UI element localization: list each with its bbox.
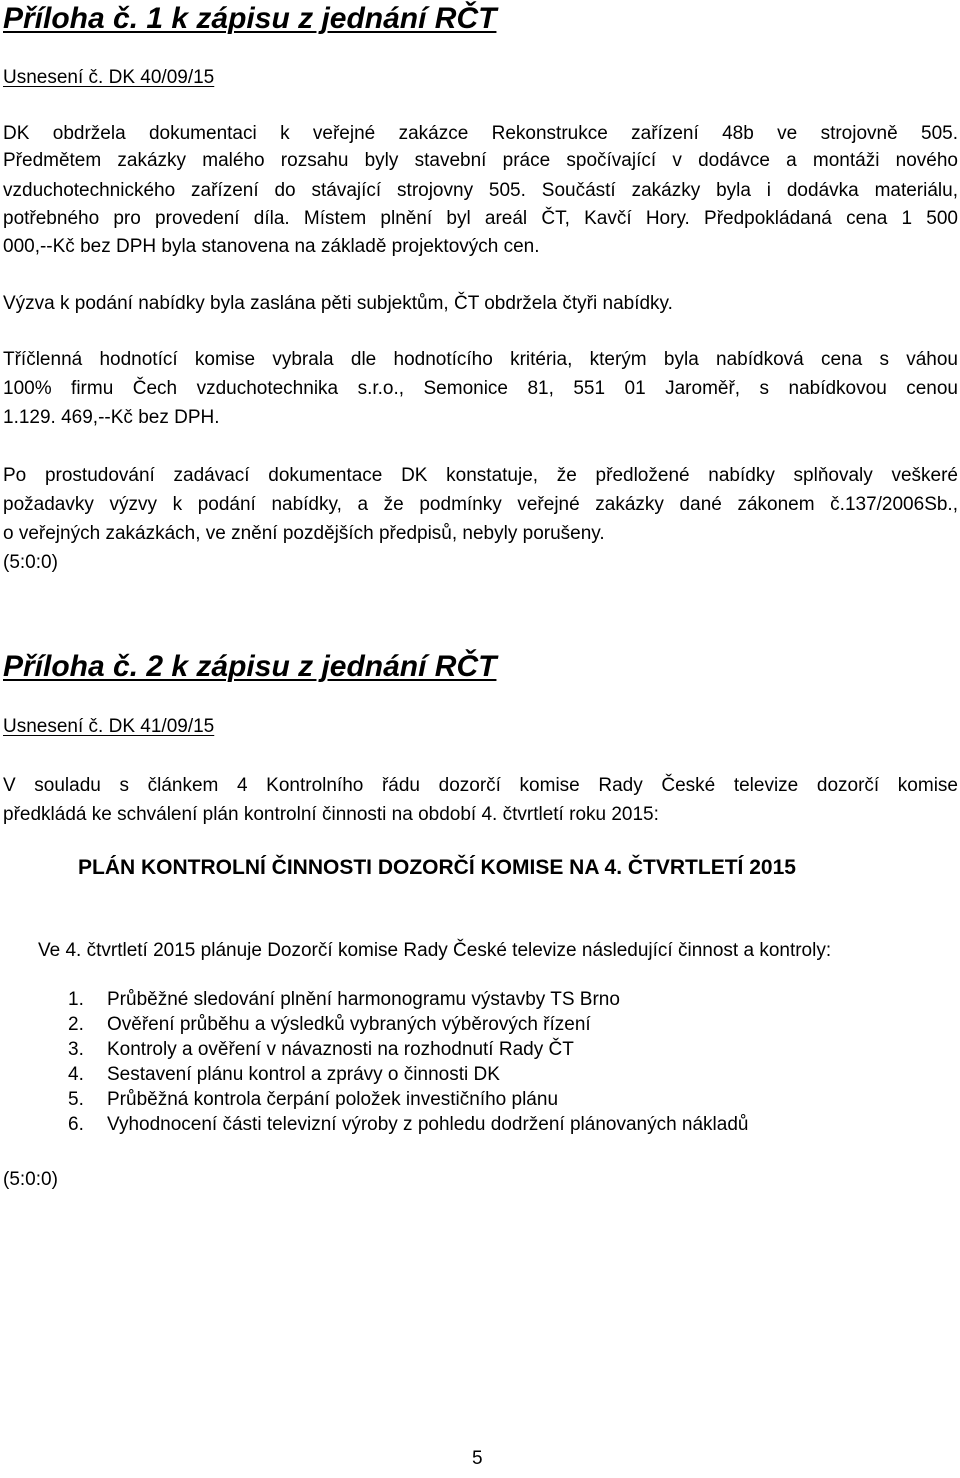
annex1-heading: Příloha č. 1 k zápisu z jednání RČT <box>3 2 497 35</box>
plan-intro: Ve 4. čtvrtletí 2015 plánuje Dozorčí komise Rady České televize následující činnost a kontroly: <box>38 940 832 961</box>
list-item <box>60 1012 748 1037</box>
annex1-paragraph3-line3: 1.129. 469,--Kč bez DPH. <box>3 407 220 428</box>
list-item-text: Kontroly a ověření v návaznosti na rozhodnutí Rady ČT <box>107 1039 574 1060</box>
annex2-vote-result: (5:0:0) <box>3 1169 58 1190</box>
annex1-paragraph3-line2: 100% firmu Čech vzduchotechnika s.r.o., Semonice 81, 551 01 Jaroměř, s nabídkovou cenou <box>3 378 958 399</box>
annex1-paragraph1-line5: 000,--Kč bez DPH byla stanovena na základě projektových cen. <box>3 236 540 257</box>
list-item <box>60 1087 748 1112</box>
list-item-text: Průběžné sledování plnění harmonogramu výstavby TS Brno <box>107 989 620 1010</box>
annex2-resolution-number: Usnesení č. DK 41/09/15 <box>3 716 215 737</box>
annex1-paragraph3-line1: Tříčlenná hodnotící komise vybrala dle hodnotícího kritéria, kterým byla nabídková cena s váhou <box>3 349 958 370</box>
annex2-paragraph1-line1: V souladu s článkem 4 Kontrolního řádu dozorčí komise Rady České televize dozorčí komise <box>3 775 958 796</box>
annex1-paragraph4-line1: Po prostudování zadávací dokumentace DK konstatuje, že předložené nabídky splňovaly veškeré <box>3 465 958 486</box>
list-item <box>60 1062 748 1087</box>
list-item <box>60 1112 748 1137</box>
list-item-number: 5. <box>68 1089 84 1110</box>
list-item-number: 2. <box>68 1014 84 1035</box>
annex2-heading: Příloha č. 2 k zápisu z jednání RČT <box>3 650 497 683</box>
annex2-paragraph1-line2: předkládá ke schválení plán kontrolní činnosti na období 4. čtvrtletí roku 2015: <box>3 804 659 825</box>
annex1-paragraph1-line4: potřebného pro provedení díla. Místem plnění byl areál ČT, Kavčí Hory. Předpokládaná cena 1 500 <box>3 208 958 229</box>
plan-title: PLÁN KONTROLNÍ ČINNOSTI DOZORČÍ KOMISE NA 4. ČTVRTLETÍ 2015 <box>78 856 796 879</box>
plan-task-list <box>60 987 748 1137</box>
annex1-paragraph1-line2: Předmětem zakázky malého rozsahu byly stavební práce spočívající v dodávce a montáži nového <box>3 150 958 171</box>
list-item-text: Vyhodnocení části televizní výroby z pohledu dodržení plánovaných nákladů <box>107 1114 749 1135</box>
list-item-number: 6. <box>68 1114 84 1135</box>
annex1-resolution-number: Usnesení č. DK 40/09/15 <box>3 67 215 88</box>
list-item-number: 1. <box>68 989 84 1010</box>
annex1-paragraph1-line3: vzduchotechnického zařízení do stávající strojovny 505. Součástí zakázky byla i dodávka materiálu, <box>3 180 958 201</box>
list-item-text: Sestavení plánu kontrol a zprávy o činnosti DK <box>107 1064 500 1085</box>
annex1-paragraph2: Výzva k podání nabídky byla zaslána pěti subjektům, ČT obdržela čtyři nabídky. <box>3 293 673 314</box>
annex1-paragraph1-line1: DK obdržela dokumentaci k veřejné zakázce Rekonstrukce zařízení 48b ve strojovně 505. <box>3 123 958 144</box>
list-item <box>60 987 748 1012</box>
list-item-number: 4. <box>68 1064 84 1085</box>
list-item-text: Ověření průběhu a výsledků vybraných výběrových řízení <box>107 1014 591 1035</box>
list-item <box>60 1037 748 1062</box>
annex1-paragraph4-line2: požadavky výzvy k podání nabídky, a že podmínky veřejné zakázky dané zákonem č.137/2006Sb., <box>3 494 958 515</box>
annex1-vote-result: (5:0:0) <box>3 552 58 573</box>
list-item-number: 3. <box>68 1039 84 1060</box>
annex1-paragraph4-line3: o veřejných zakázkách, ve znění pozdějších předpisů, nebyly porušeny. <box>3 523 605 544</box>
page-number: 5 <box>472 1448 483 1469</box>
list-item-text: Průběžná kontrola čerpání položek investičního plánu <box>107 1089 559 1110</box>
